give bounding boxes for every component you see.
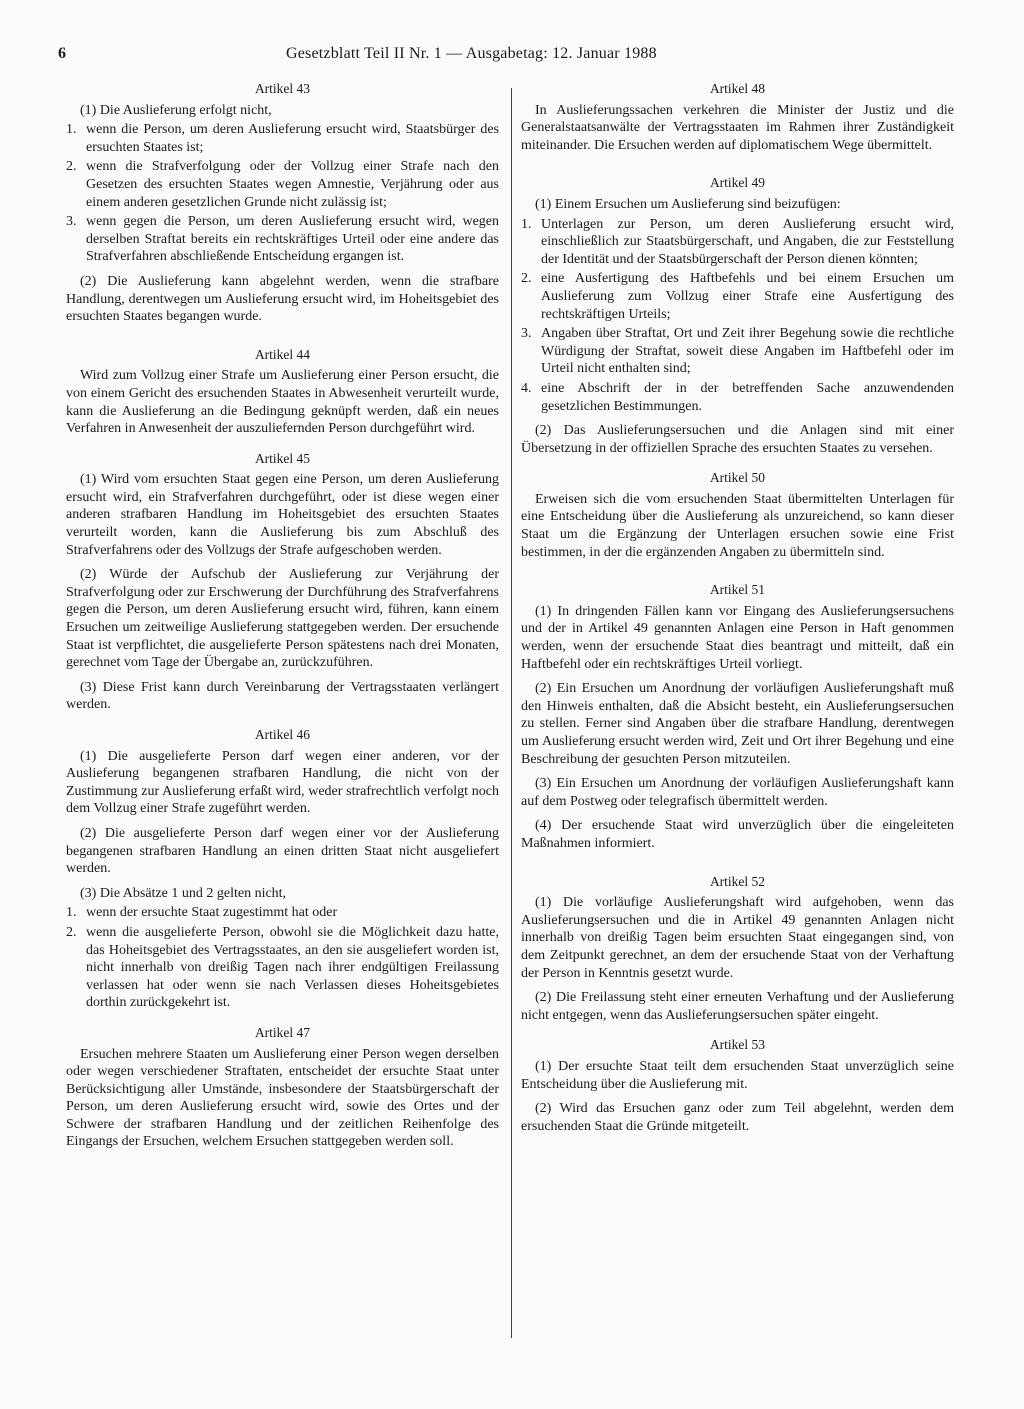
list-number: 1. — [66, 905, 77, 921]
article-title: Artikel 51 — [709, 582, 766, 598]
list-number: 1. — [66, 122, 77, 138]
paragraph: (3) Diese Frist kann durch Vereinbarung der Vertragsstaaten verlängert werden. — [66, 679, 499, 713]
paragraph: Ersuchen mehrere Staaten um Auslieferung einer Person wegen derselben oder wegen verschiedener Straftaten, entscheidet der ersuchte Staat unter Berücksichtigung aller Umstände, insbesondere der Staatsbürgerschaft der Person, um deren Auslieferung ersucht wird, sowie des Ortes und der Schwere der strafbaren Handlung und der zeitlichen Reihenfolge des Eingangs der Ersuchen, welchem Ersuchen stattgegeben werden soll. — [66, 1046, 499, 1150]
list-number: 2. — [521, 271, 532, 287]
article-53 — [521, 1036, 954, 1135]
paragraph: (1) Wird vom ersuchten Staat gegen eine Person, um deren Auslieferung ersucht wird, ein Strafverfahren durchgeführt, oder ist diese wegen einer anderen strafbaren Handlung im Hoheitsgebiet des ersuchten Staates verurteilt worden, kann die Auslieferung bis zum Abschluß des Strafverfahrens oder des Vollzugs der Strafe aufgeschoben werden. — [66, 472, 499, 558]
paragraph: (1) Die vorläufige Auslieferungshaft wird aufgehoben, wenn das Auslieferungsersuchen und die in Artikel 49 genannten Anlagen nicht innerhalb von dreißig Tagen beim ersuchten Staat eingegangen sind, von dem Zeitpunkt gerechnet, an dem der ersuchende Staat von der Verhaftung der Person in Kenntnis gesetzt wurde. — [521, 895, 954, 981]
article-46 — [66, 726, 499, 1012]
list-number: 4. — [521, 380, 532, 396]
list-item — [66, 904, 499, 922]
paragraph: (1) Die ausgelieferte Person darf wegen einer anderen, vor der Auslieferung begangenen strafbaren Handlung, die nicht von der Zustimmung zur Auslieferung erfaßt wird, weder strafrechtlich verfolgt noch dem Vollzug einer Strafe zugeführt werden. — [66, 748, 499, 817]
header-title: Gesetzblatt Teil II Nr. 1 — Ausgabetag: 12. Januar 1988 — [286, 45, 657, 62]
paragraph: (2) Die Auslieferung kann abgelehnt werden, wenn die strafbare Handlung, derentwegen um Auslieferung ersucht wird, im Hoheitsgebiet des ersuchten Staates begangen wurde. — [66, 273, 499, 325]
numbered-list — [521, 216, 954, 416]
article-50 — [521, 469, 954, 561]
paragraph: (2) Die Freilassung steht einer erneuten Verhaftung und der Auslieferung nicht entgegen, wenn das Auslieferungsersuchen später eingeht. — [521, 990, 954, 1023]
paragraph: (3) Ein Ersuchen um Anordnung der vorläufigen Auslieferungshaft kann auf dem Postweg oder telegrafisch übermittelt werden. — [521, 776, 954, 809]
list-item — [66, 158, 499, 211]
article-title: Artikel 46 — [254, 727, 311, 742]
article-title: Artikel 43 — [254, 81, 311, 96]
article-title: Artikel 48 — [709, 81, 766, 96]
right-column — [521, 80, 954, 1147]
article-title: Artikel 47 — [254, 1024, 311, 1040]
list-text: wenn gegen die Person, um deren Auslieferung ersucht wird, wegen derselben Straftat bereits ein rechtskräftiges Urteil oder eine andere das Strafverfahren abschließende Entscheidung ergangen ist. — [86, 214, 499, 265]
paragraph: (2) Die ausgelieferte Person darf wegen einer vor der Auslieferung begangenen strafbaren Handlung an einen dritten Staat nicht ausgeliefert werden. — [66, 825, 499, 877]
list-item — [66, 213, 499, 266]
list-number: 1. — [521, 216, 532, 232]
paragraph: (1) Die Auslieferung erfolgt nicht, — [80, 102, 272, 118]
page-number: 6 — [58, 45, 66, 62]
paragraph: In Auslieferungssachen verkehren die Minister der Justiz und die Generalstaatsanwälte der Vertragsstaaten im Rahmen ihrer Zuständigkeit miteinander. Die Ersuchen werden auf diplomatischem Wege übermittelt. — [521, 102, 954, 153]
left-column — [66, 80, 499, 1163]
list-text: Unterlagen zur Person, um deren Auslieferung ersucht wird, einschließlich zur Staatsbürgerschaft, und Angaben, die zur Feststellung der Identität und der Staatsbürgerschaft der Person dienen könnten; — [541, 216, 954, 267]
list-number: 3. — [66, 214, 77, 230]
paragraph: (2) Das Auslieferungsersuchen und die Anlagen sind mit einer Übersetzung in der offiziellen Sprache des ersuchten Staates zu versehen. — [521, 423, 954, 456]
column-divider — [511, 88, 512, 1338]
article-title: Artikel 50 — [709, 470, 766, 486]
article-45 — [66, 450, 499, 714]
list-text: wenn die ausgelieferte Person, obwohl sie die Möglichkeit dazu hatte, das Hoheitsgebiet des Vertragsstaates, an den sie ausgeliefert worden ist, nicht innerhalb von dreißig Tagen nach ihrer endgültigen Freilassung verlassen hat oder wenn sie nach Verlassen dieses Hoheitsgebietes dorthin zurückgekehrt ist. — [86, 924, 499, 1011]
list-text: eine Ausfertigung des Haftbefehls und bei einem Ersuchen um Auslieferung zum Vollzug einer Strafe eine Ausfertigung des rechtskräftigen Urteils; — [541, 271, 954, 322]
list-text: wenn der ersuchte Staat zugestimmt hat oder — [86, 905, 338, 921]
list-item — [66, 924, 499, 1012]
paragraph: (1) Der ersuchte Staat teilt dem ersuchenden Staat unverzüglich seine Entscheidung über die Auslieferung mit. — [521, 1058, 954, 1092]
list-item — [521, 270, 954, 323]
article-47 — [66, 1024, 499, 1151]
list-item — [521, 325, 954, 378]
list-text: eine Abschrift der in der betreffenden Sache anzuwendenden gesetzlichen Bestimmungen. — [541, 380, 954, 414]
paragraph: (2) Ein Ersuchen um Anordnung der vorläufigen Auslieferungshaft muß den Hinweis enthalten, daß die Absicht besteht, ein Auslieferungsersuchen zu stellen. Ferner sind Angaben über die strafbare Handlung, derentwegen um Auslieferung ersucht werden wird, Zeit und Ort ihrer Begehung und eine Beschreibung der gesuchten Person mitzuteilen. — [521, 681, 954, 767]
article-title: Artikel 52 — [709, 873, 766, 889]
list-number: 2. — [66, 924, 77, 940]
list-item — [521, 380, 954, 415]
numbered-list — [66, 121, 499, 266]
paragraph: Wird zum Vollzug einer Strafe um Auslieferung einer Person ersucht, die von einem Gericht des ersuchenden Staates in Abwesenheit verurteilt wurde, kann die Auslieferung an die Bedingung geknüpft werden, daß ein neues Verfahren in Anwesenheit der auszuliefernden Person durchgeführt wird. — [66, 368, 499, 437]
article-title: Artikel 49 — [709, 175, 766, 191]
paragraph: (4) Der ersuchende Staat wird unverzüglich über die eingeleiteten Maßnahmen informiert. — [521, 818, 954, 851]
paragraph: (3) Die Absätze 1 und 2 gelten nicht, — [80, 885, 287, 901]
numbered-list — [66, 904, 499, 1012]
list-text: wenn die Person, um deren Auslieferung ersucht wird, Staatsbürger des ersuchten Staates ist; — [86, 122, 499, 155]
list-item — [521, 216, 954, 269]
article-52 — [521, 873, 954, 1025]
paragraph: (2) Wird das Ersuchen ganz oder zum Teil abgelehnt, werden dem ersuchenden Staat die Gründe mitgeteilt. — [521, 1101, 954, 1134]
paragraph: (1) Einem Ersuchen um Auslieferung sind beizufügen: — [535, 196, 841, 212]
article-title: Artikel 44 — [254, 346, 311, 362]
article-44 — [66, 346, 499, 438]
article-49 — [521, 174, 954, 457]
list-item — [66, 121, 499, 156]
list-text: Angaben über Straftat, Ort und Zeit ihrer Begehung sowie die rechtliche Würdigung der Straftat, soweit diese Angaben im Haftbefehl oder im Urteil nicht enthalten sind; — [541, 326, 954, 377]
paragraph: (1) In dringenden Fällen kann vor Eingang des Auslieferungsersuchens und der in Artikel 49 genannten Anlagen eine Person in Haft genommen werden, wenn der ersuchende Staat dies beantragt und mitteilt, daß ein Haftbefehl oder ein rechtskräftiges Urteil vorliegt. — [521, 603, 954, 672]
paragraph: Erweisen sich die vom ersuchenden Staat übermittelten Unterlagen für eine Entscheidung über die Auslieferung als unzureichend, so kann dieser Staat um die Ergänzung der Unterlagen ersuchen sowie eine Frist bestimmen, in der die ergänzenden Angaben zu übermitteln sind. — [521, 491, 954, 560]
paragraph: (2) Würde der Aufschub der Auslieferung zur Verjährung der Strafverfolgung oder zur Erschwerung der Durchführung des Strafverfahrens gegen die Person, um deren Auslieferung ersucht wird, führen, kann einem Ersuchen um zeitweilige Auslieferung stattgegeben werden. Der ersuchende Staat ist verpflichtet, die ausgelieferte Person spätestens nach drei Monaten, gerechnet vom Tage der Übergabe an, zurückzuführen. — [66, 567, 499, 671]
article-51 — [521, 581, 954, 852]
list-number: 3. — [521, 326, 532, 342]
article-48 — [521, 80, 954, 154]
article-title: Artikel 45 — [254, 450, 311, 466]
article-title: Artikel 53 — [709, 1037, 766, 1053]
list-text: wenn die Strafverfolgung oder der Vollzug einer Strafe nach den Gesetzen des ersuchten Staates wegen Amnestie, Verjährung oder aus einem anderen gesetzlichen Grunde nicht zulässig ist; — [86, 159, 499, 210]
article-43 — [66, 80, 499, 326]
list-number: 2. — [66, 159, 77, 175]
